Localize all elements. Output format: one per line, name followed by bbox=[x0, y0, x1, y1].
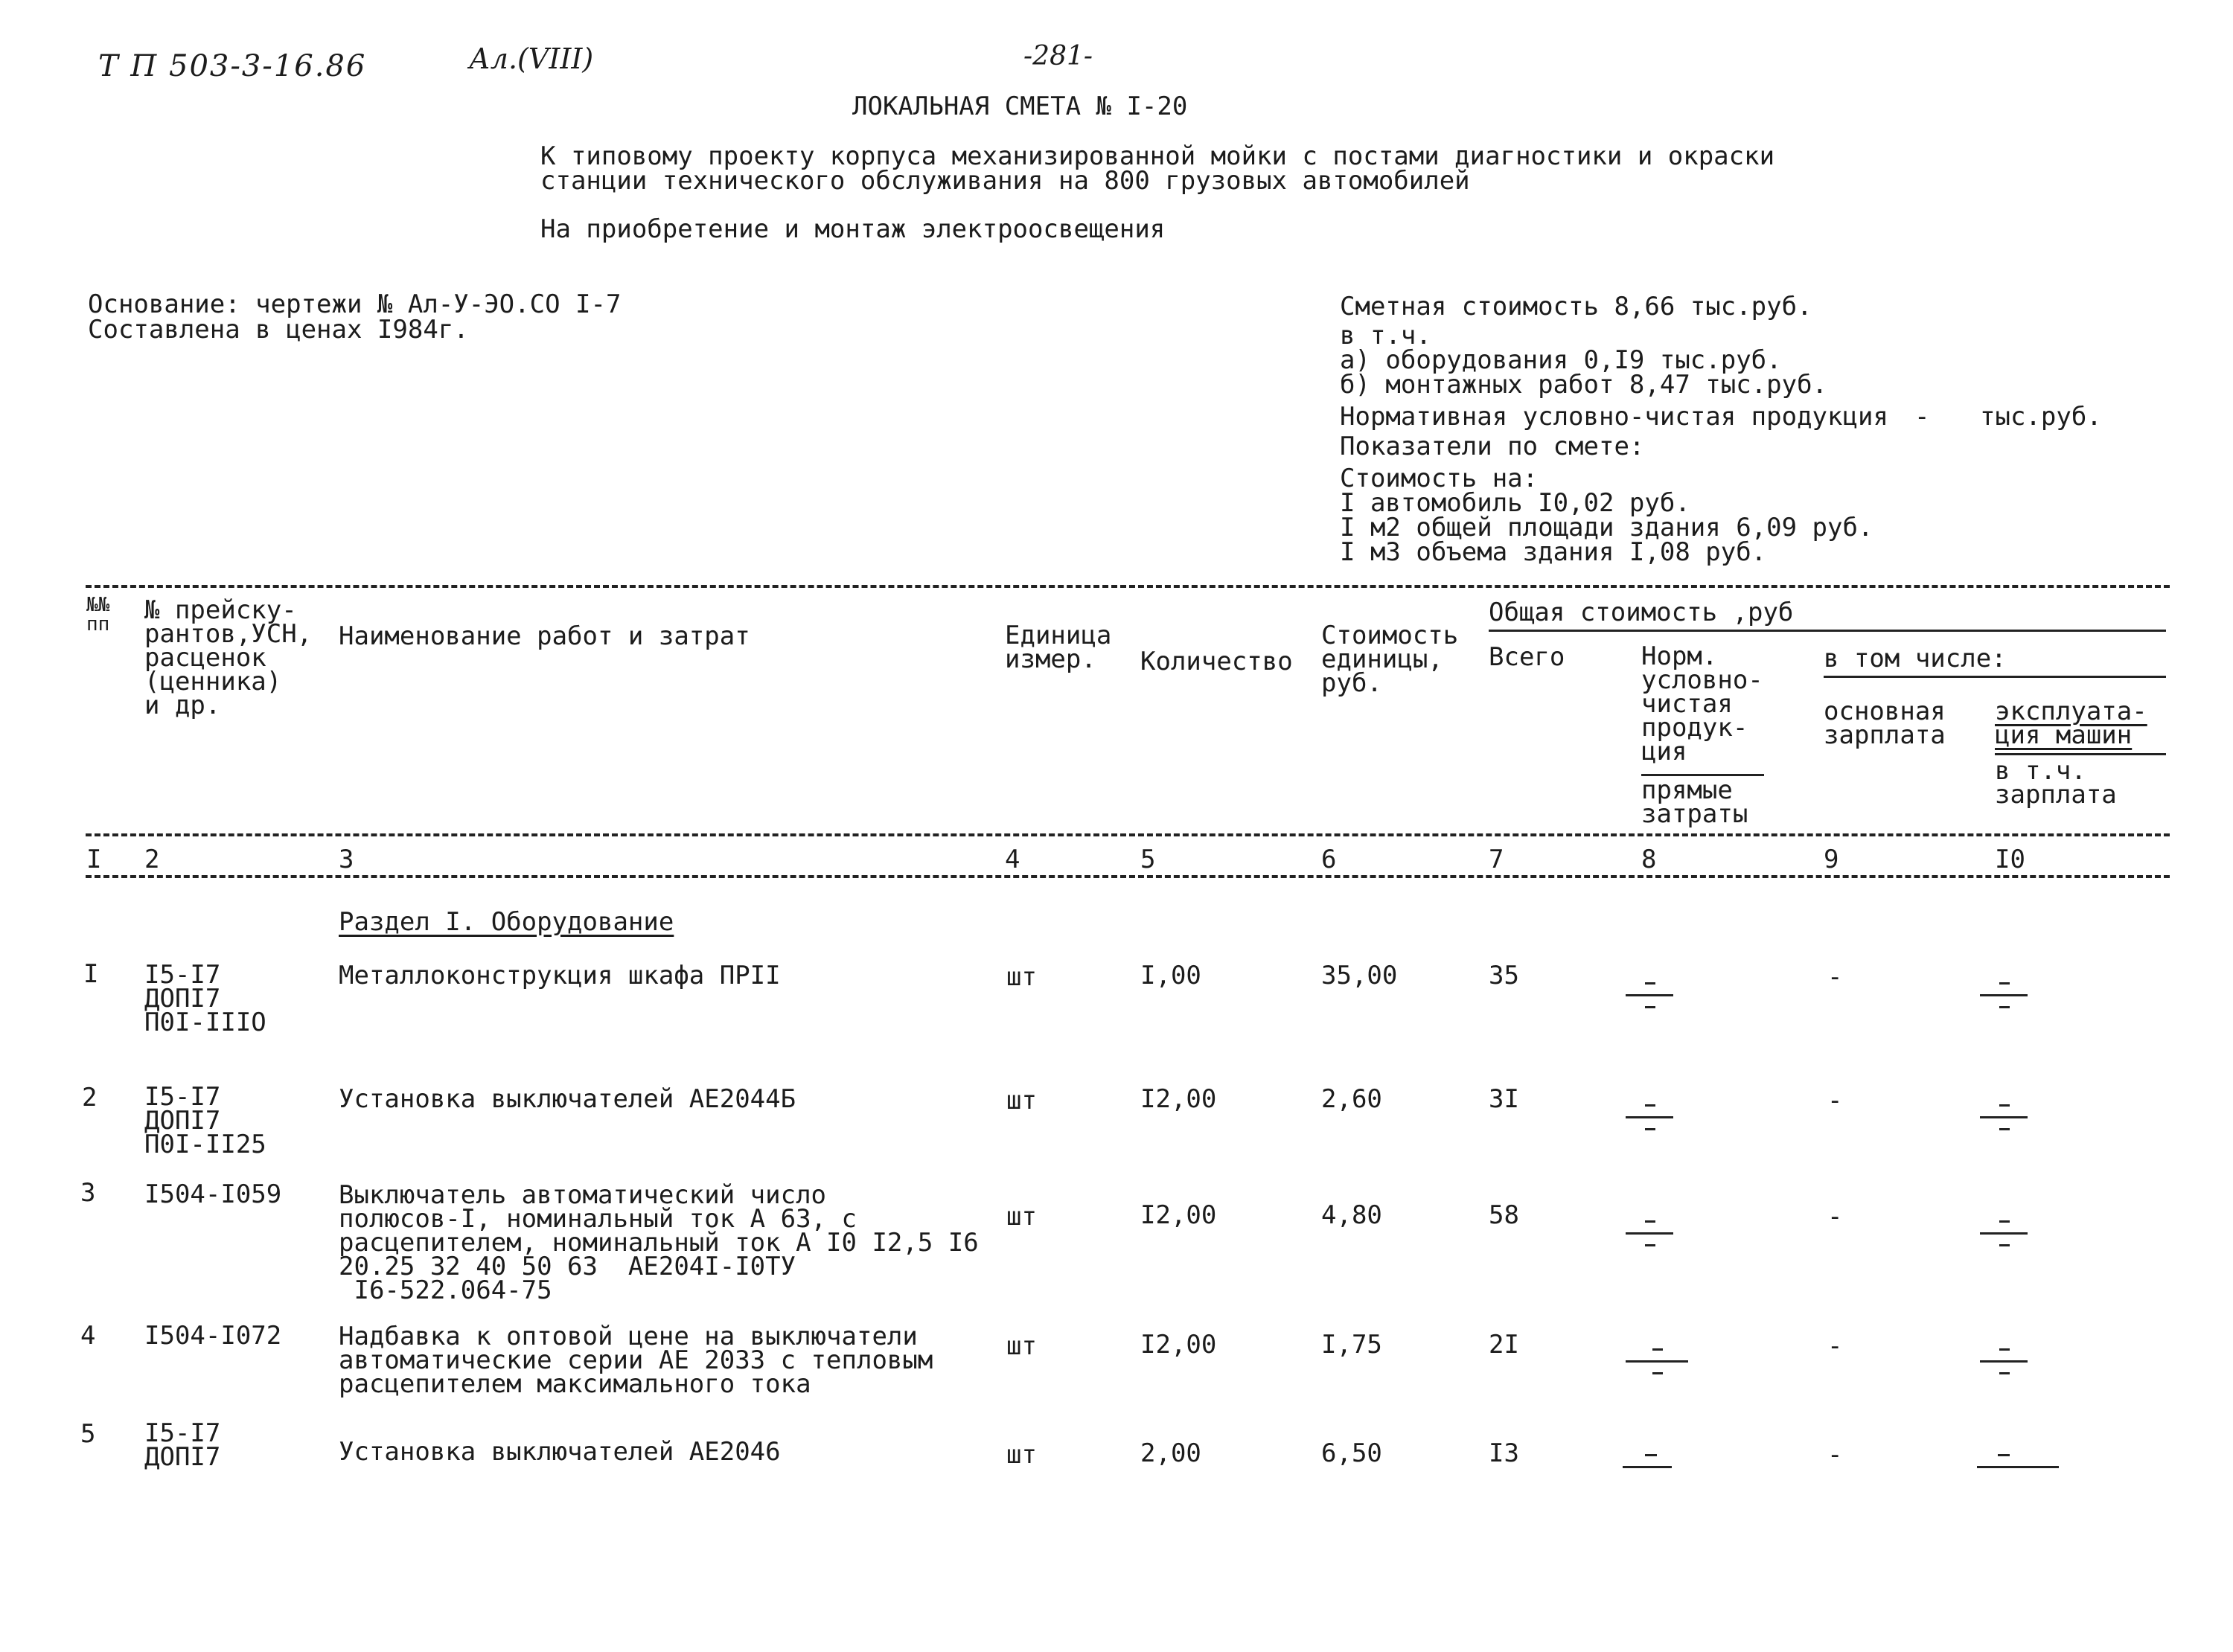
table-header-rule bbox=[86, 833, 2170, 836]
cost-per-vehicle: I автомобиль I0,02 руб. bbox=[1340, 488, 1690, 518]
row-number: 4 bbox=[80, 1321, 96, 1351]
dash-underline bbox=[1623, 1466, 1672, 1468]
row-price-code: I504-I059 bbox=[144, 1179, 282, 1209]
row-quantity: I,00 bbox=[1140, 961, 1201, 990]
col-number-3: 3 bbox=[339, 845, 354, 874]
row-unit-cost: 6,50 bbox=[1321, 1438, 1382, 1468]
dash-underline bbox=[1977, 1466, 2059, 1468]
row-normative-fraction bbox=[1626, 1345, 1688, 1378]
row-work-name: Надбавка к оптовой цене на выключатели автоматические серии АЕ 2033 с тепловым расцепителем максимального тока bbox=[339, 1322, 933, 1399]
row-number: 3 bbox=[80, 1178, 96, 1208]
row-quantity: 2,00 bbox=[1140, 1438, 1201, 1468]
dash-mark bbox=[1998, 1454, 2010, 1456]
col-number-5: 5 bbox=[1140, 845, 1156, 874]
cost-per-m3: I м3 объема здания I,08 руб. bbox=[1340, 537, 1767, 567]
row-base-salary: - bbox=[1827, 962, 1843, 992]
row-unit: шт bbox=[1006, 1440, 1037, 1470]
row-base-salary: - bbox=[1827, 1086, 1843, 1115]
row-unit-cost: I,75 bbox=[1321, 1330, 1382, 1360]
normative-value: - bbox=[1914, 402, 1930, 432]
row-total: 2I bbox=[1489, 1330, 1519, 1360]
cost-per-label: Стоимость на: bbox=[1340, 464, 1539, 493]
basis-drawings: Основание: чертежи № Ал-У-ЭО.СО I-7 bbox=[88, 289, 622, 319]
document-code: Т П 503-3-16.86 bbox=[98, 49, 367, 83]
row-work-name: Выключатель автоматический число полюсов-I, номинальный ток А 63, с расцепителем, номинальный ток А I0 I2,5 I6 20.25 32 40 50 63 АЕ204I-I0ТУ I6-522.064-75 bbox=[339, 1180, 979, 1305]
row-work-name: Установка выключателей АЕ2044Б bbox=[339, 1084, 796, 1114]
row-quantity: I2,00 bbox=[1140, 1084, 1217, 1114]
row-normative-fraction bbox=[1626, 1101, 1673, 1134]
row-quantity: I2,00 bbox=[1140, 1200, 1217, 1230]
including-label: в т.ч. bbox=[1340, 321, 1431, 350]
col-number-10: I0 bbox=[1995, 845, 2025, 874]
normative-unit: тыс.руб. bbox=[1980, 402, 2102, 432]
row-total: 58 bbox=[1489, 1200, 1519, 1230]
equipment-cost: а) оборудования 0,I9 тыс.руб. bbox=[1340, 345, 1782, 375]
col-header-total-group: Общая стоимость ,руб bbox=[1489, 598, 1794, 627]
col-header-machine-operation: эксплуата- ция машин bbox=[1995, 697, 2147, 750]
col-header-unit: Единица измер. bbox=[1005, 621, 1112, 674]
col-header-unit-cost: Стоимость единицы, руб. bbox=[1321, 621, 1459, 698]
col-header-including-group: в том числе: bbox=[1824, 644, 2007, 673]
row-total: 35 bbox=[1489, 961, 1519, 990]
installation-cost: б) монтажных работ 8,47 тыс.руб. bbox=[1340, 370, 1828, 400]
row-base-salary: - bbox=[1827, 1440, 1843, 1470]
normative-label: Нормативная условно-чистая продукция bbox=[1340, 402, 1888, 432]
table-top-rule bbox=[86, 585, 2170, 588]
dash-mark bbox=[1645, 1454, 1657, 1456]
row-machine-fraction bbox=[1980, 1217, 2028, 1250]
indicators-label: Показатели по смете: bbox=[1340, 432, 1645, 461]
row-work-name: Установка выключателей АЕ2046 bbox=[339, 1437, 781, 1467]
row-unit-cost: 4,80 bbox=[1321, 1200, 1382, 1230]
total-group-rule bbox=[1489, 630, 2166, 632]
row-total: 3I bbox=[1489, 1084, 1519, 1114]
row-unit-cost: 2,60 bbox=[1321, 1084, 1382, 1114]
column-numbers-rule bbox=[86, 875, 2170, 878]
row-machine-fraction bbox=[1980, 979, 2028, 1012]
col-number-9: 9 bbox=[1824, 845, 1839, 874]
row-quantity: I2,00 bbox=[1140, 1330, 1217, 1360]
cost-per-m2: I м2 общей площади здания 6,09 руб. bbox=[1340, 513, 1873, 542]
col-header-total: Всего bbox=[1489, 642, 1565, 672]
row-price-code: I5-I7 ДОПI7 П0I-IIIO bbox=[144, 960, 266, 1037]
row-unit-cost: 35,00 bbox=[1321, 961, 1398, 990]
col-header-number: №№ пп bbox=[86, 594, 110, 635]
col-header-base-salary: основная зарплата bbox=[1824, 697, 1946, 750]
col-number-4: 4 bbox=[1005, 845, 1020, 874]
row-machine-fraction bbox=[1980, 1101, 2028, 1134]
col-header-machine-salary: в т.ч. зарплата bbox=[1995, 756, 2117, 810]
row-normative-fraction bbox=[1626, 979, 1673, 1012]
row-number: 5 bbox=[80, 1419, 96, 1449]
row-unit: шт bbox=[1006, 962, 1037, 992]
row-normative-fraction bbox=[1626, 1217, 1673, 1250]
col-header-price-code: № прейску- рантов,УСН, расценок (ценника) и др. bbox=[144, 595, 313, 720]
row-unit: шт bbox=[1006, 1202, 1037, 1232]
row-total: I3 bbox=[1489, 1438, 1519, 1468]
row-number: 2 bbox=[82, 1083, 98, 1112]
row-number: I bbox=[83, 959, 99, 989]
machine-split-rule bbox=[1995, 753, 2166, 755]
col-number-7: 7 bbox=[1489, 845, 1504, 874]
including-group-rule bbox=[1824, 676, 2166, 678]
col-header-quantity: Количество bbox=[1140, 647, 1293, 676]
row-base-salary: - bbox=[1827, 1202, 1843, 1232]
row-work-name: Металлоконструкция шкафа ПРII bbox=[339, 961, 781, 990]
col-header-work-name: Наименование работ и затрат bbox=[339, 621, 750, 651]
page-number: -281- bbox=[1023, 41, 1093, 71]
basis-prices: Составлена в ценах I984г. bbox=[88, 315, 469, 345]
estimate-purpose: На приобретение и монтаж электроосвещения bbox=[540, 214, 1166, 244]
estimated-cost: Сметная стоимость 8,66 тыс.руб. bbox=[1340, 292, 1812, 321]
document-title: ЛОКАЛЬНАЯ СМЕТА № I-20 bbox=[852, 92, 1188, 121]
col-number-1: I bbox=[86, 845, 102, 874]
row-price-code: I5-I7 ДОПI7 П0I-II25 bbox=[144, 1082, 266, 1159]
col-number-8: 8 bbox=[1641, 845, 1657, 874]
row-machine-fraction bbox=[1980, 1345, 2028, 1378]
album-mark: Ал.(VIII) bbox=[469, 42, 594, 75]
subtitle-line-1: К типовому проекту корпуса механизированной мойки с постами диагностики и окраски bbox=[540, 141, 1775, 171]
row-price-code: I504-I072 bbox=[144, 1321, 282, 1351]
row-unit: шт bbox=[1006, 1331, 1037, 1361]
subtitle-line-2: станции технического обслуживания на 800 грузовых автомобилей bbox=[540, 166, 1470, 196]
col-header-normative: Норм. условно- чистая продук- ция bbox=[1641, 641, 1763, 766]
section-title: Раздел I. Оборудование bbox=[339, 907, 674, 937]
row-price-code: I5-I7 ДОПI7 bbox=[144, 1418, 221, 1472]
row-base-salary: - bbox=[1827, 1331, 1843, 1361]
col-header-direct-costs: прямые затраты bbox=[1641, 775, 1748, 829]
col-number-2: 2 bbox=[144, 845, 160, 874]
col-number-6: 6 bbox=[1321, 845, 1337, 874]
row-unit: шт bbox=[1006, 1086, 1037, 1115]
